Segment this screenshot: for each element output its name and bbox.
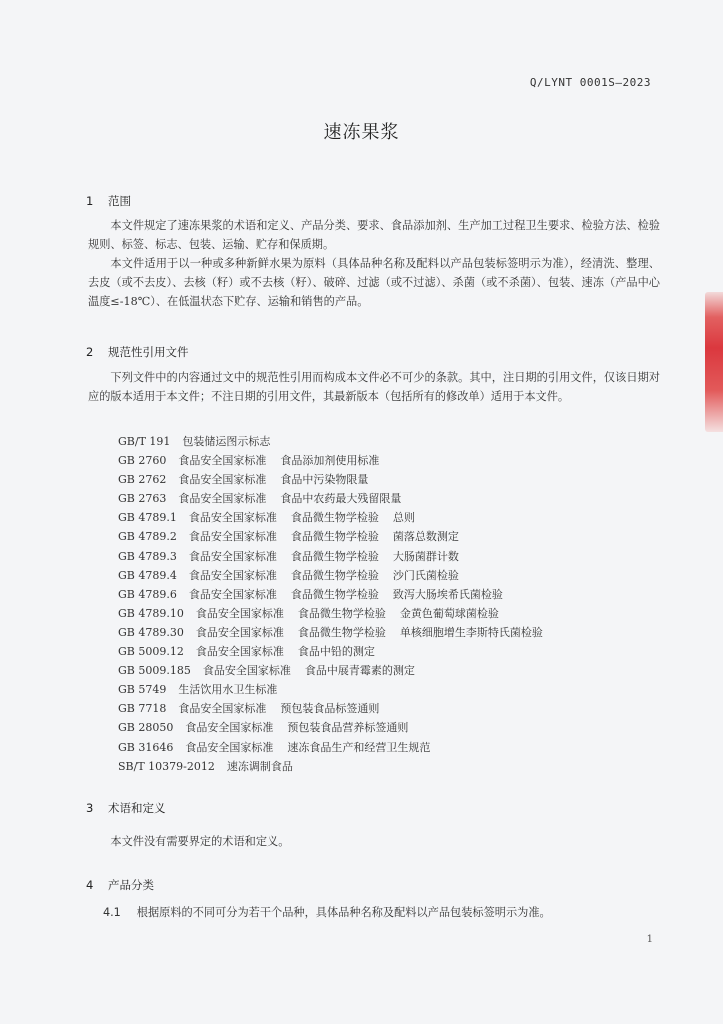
reference-title-part: 食品添加剂使用标准 [280,454,380,468]
reference-code: GB/T 191 [118,435,171,448]
reference-title-part: 食品微生物学检验 [290,530,379,544]
reference-item [118,718,638,737]
reference-code: GB 4789.2 [118,530,177,544]
reference-title-part: 食品安全国家标准 [178,702,267,716]
reference-code: GB 4789.4 [118,568,177,582]
reference-title-part: 食品安全国家标准 [185,740,274,754]
section-title: 范围 [108,194,131,208]
reference-title-part: 食品安全国家标准 [202,664,291,678]
document-title: 速冻果浆 [323,122,400,143]
reference-title-part: 食品安全国家标准 [195,645,284,659]
reference-code: GB 4789.1 [118,511,177,525]
reference-item [118,680,638,699]
reference-item [118,661,638,680]
reference-item [118,699,638,718]
reference-item [118,489,638,508]
reference-item [118,585,638,604]
document-code: Q/LYNT 0001S—2023 [529,76,651,89]
reference-title-part: 金黄色葡萄球菌检验 [399,606,499,620]
reference-title-part: 生活饮用水卫生标准 [178,683,278,697]
reference-title-part: 食品安全国家标准 [185,721,274,735]
reference-code: GB 2760 [118,454,167,468]
section-title: 规范性引用文件 [108,345,189,359]
page-number: 1 [646,934,653,945]
reference-list [118,432,638,776]
reference-title-part: 食品中污染物限量 [280,473,369,487]
reference-title-part: 速冻食品生产和经营卫生规范 [287,740,431,754]
red-seal-stamp [705,292,723,432]
section-heading-normative [86,344,189,360]
reference-item [118,432,638,451]
reference-title-part: 总则 [392,511,415,525]
reference-title-part: 食品安全国家标准 [188,587,277,601]
reference-code: GB 4789.30 [118,625,184,639]
reference-item [118,470,638,489]
reference-title-part: 食品微生物学检验 [297,606,386,620]
section-heading-classification [86,877,154,893]
reference-code: GB 5009.185 [118,664,191,678]
paragraph: 下列文件中的内容通过文中的规范性引用而构成本文件必不可少的条款。其中，注日期的引用文件，仅该日期对应的版本适用于本文件；不注日期的引用文件，其最新版本（包括所有的修改单）适用于本文件。 [88,371,660,403]
reference-title-part: 食品微生物学检验 [290,587,379,601]
paragraph: 本文件规定了速冻果浆的术语和定义、产品分类、要求、食品添加剂、生产加工过程卫生要求、检验方法、检验规则、标签、标志、包装、运输、贮存和保质期。 [88,219,660,251]
clause-text: 根据原料的不同可分为若干个品种，具体品种名称及配料以产品包装标签明示为准。 [136,906,551,919]
reference-item [118,451,638,470]
reference-code: GB 5749 [118,683,167,697]
paragraph: 本文件适用于以一种或多种新鲜水果为原料（具体品种名称及配料以产品包装标签明示为准），经清洗、整理、去皮（或不去皮）、去核（籽）或不去核（籽）、破碎、过滤（或不过滤）、杀菌（或不杀菌）、包装、速冻（产品中心温度≤-18℃）、在低温状态下贮存、运输和销售的产品。 [88,257,660,308]
reference-title-part: 大肠菌群计数 [392,549,459,563]
reference-title-part: 食品中农药最大残留限量 [280,492,402,506]
reference-title-part: 食品微生物学检验 [290,511,379,525]
reference-title-part: 食品安全国家标准 [178,492,267,506]
reference-code: GB 4789.3 [118,549,177,563]
reference-title-part: 食品中展青霉素的测定 [304,664,415,678]
reference-code: GB 28050 [118,721,174,735]
reference-title-part: 食品微生物学检验 [290,568,379,582]
reference-code: GB 7718 [118,702,167,716]
section-number: 1 [86,194,94,208]
section-heading-terms [86,800,166,816]
reference-title-part: 食品中铅的测定 [297,645,375,659]
reference-title-part: 食品安全国家标准 [178,473,267,487]
paragraph: 本文件没有需要界定的术语和定义。 [110,835,290,848]
reference-title-part: 速冻调制食品 [226,759,293,773]
reference-code: SB/T 10379-2012 [118,759,215,773]
clause-number: 4.1 [103,906,121,919]
normative-intro [88,368,660,406]
section-title: 术语和定义 [108,801,166,815]
reference-item [118,738,638,757]
reference-item [118,642,638,661]
reference-item [118,604,638,623]
reference-title-part: 食品安全国家标准 [178,454,267,468]
reference-code: GB 5009.12 [118,645,184,659]
clause-4-1 [103,904,551,920]
reference-title-part: 包装储运图示标志 [182,435,271,448]
terms-text [88,832,660,851]
reference-title-part: 食品安全国家标准 [188,568,277,582]
reference-title-part: 食品安全国家标准 [188,511,277,525]
section-number: 3 [86,801,94,815]
reference-title-part: 沙门氏菌检验 [392,568,459,582]
reference-title-part: 食品安全国家标准 [188,530,277,544]
reference-title-part: 食品微生物学检验 [290,549,379,563]
section-number: 2 [86,345,94,359]
section-number: 4 [86,878,94,892]
reference-item [118,527,638,546]
reference-title-part: 菌落总数测定 [392,530,459,544]
reference-title-part: 食品安全国家标准 [195,625,284,639]
section-heading-scope [86,193,131,209]
reference-title-part: 预包装食品标签通则 [280,702,380,716]
reference-item [118,508,638,527]
reference-code: GB 31646 [118,740,174,754]
reference-code: GB 4789.6 [118,587,177,601]
reference-code: GB 2763 [118,492,167,506]
reference-code: GB 2762 [118,473,167,487]
scope-text [88,216,660,311]
reference-title-part: 单核细胞增生李斯特氏菌检验 [399,625,543,639]
reference-title-part: 食品安全国家标准 [195,606,284,620]
section-title: 产品分类 [108,878,154,892]
reference-title-part: 食品微生物学检验 [297,625,386,639]
reference-title-part: 致泻大肠埃希氏菌检验 [392,587,503,601]
reference-item [118,757,638,776]
reference-item [118,566,638,585]
reference-title-part: 食品安全国家标准 [188,549,277,563]
reference-title-part: 预包装食品营养标签通则 [287,721,409,735]
reference-code: GB 4789.10 [118,606,184,620]
reference-item [118,623,638,642]
reference-item [118,547,638,566]
